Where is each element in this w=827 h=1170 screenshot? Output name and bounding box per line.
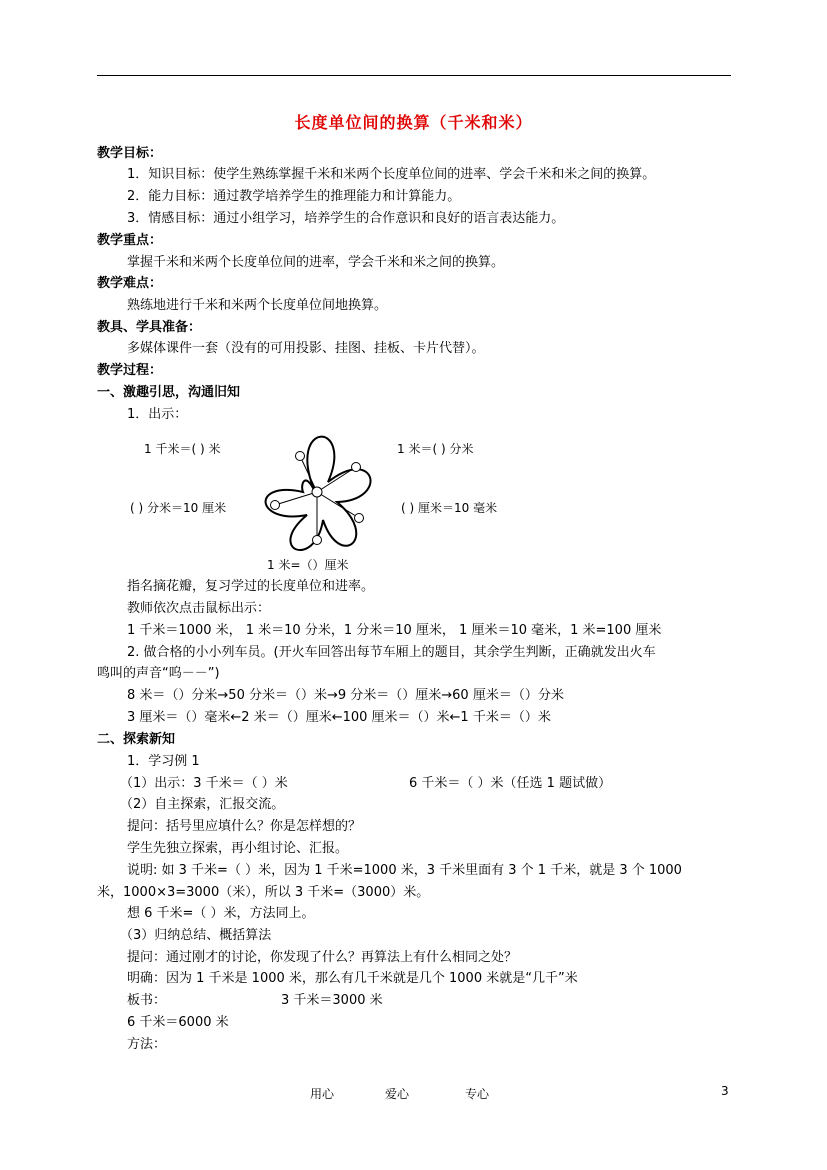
tools-heading: 教具、学具准备： <box>97 320 202 335</box>
flower-label-mid-right: ( ) 厘米＝10 毫米 <box>401 501 498 515</box>
flower-spoke-3 <box>275 492 317 505</box>
goal-item-2: 2．能力目标：通过教学培养学生的推理能力和计算能力。 <box>127 189 461 204</box>
footer-item: 用心 <box>310 1087 335 1101</box>
flower-label-bottom: 1 米=（）厘米 <box>267 558 349 572</box>
part1-line-4: 2. 做合格的小小列车员。(开火车回答出每节车厢上的题目，其余学生判断，正确就发出火车 <box>127 645 656 660</box>
part1-line-6: 8 米＝（）分米→50 分米＝（）米→9 分米＝（）厘米→60 厘米＝（）分米 <box>127 688 564 703</box>
page-title: 长度单位间的换算（千米和米） <box>294 113 533 132</box>
flower-petal-dot-4 <box>355 514 364 523</box>
goal-item-1: 1．知识目标：使学生熟练掌握千米和米两个长度单位间的进率、学会千米和米之间的换算。 <box>127 167 656 182</box>
flower-petal-dot-3 <box>271 501 280 510</box>
flower-spoke-4 <box>317 492 359 518</box>
flower-center-dot <box>312 487 322 497</box>
flower-petal-dot-2 <box>352 463 361 472</box>
part1-line-1: 指名摘花瓣，复习学过的长度单位和进率。 <box>127 579 375 594</box>
goals-heading: 教学目标： <box>97 146 163 161</box>
part2-line: 米，1000×3=3000（米），所以 3 千米=（3000）米。 <box>97 885 430 900</box>
part1-line-2: 教师依次点击鼠标出示： <box>127 601 271 616</box>
part2-line: 提问：括号里应填什么？你是怎样想的？ <box>127 819 362 834</box>
part2-line: 学生先独立探索，再小组讨论、汇报。 <box>127 841 349 856</box>
header-rule <box>97 75 731 76</box>
part2-line: （1）出示：3 千米＝（ ）米 <box>120 776 288 791</box>
tools-text: 多媒体课件一套（没有的可用投影、挂图、挂板、卡片代替）。 <box>127 341 485 356</box>
part2-line: （3）归纳总结、概括算法 <box>120 928 272 943</box>
part2-line: 6 千米＝6000 米 <box>127 1015 229 1030</box>
footer-item: 爱心 <box>385 1087 410 1101</box>
part1-line-7: 3 厘米＝（）毫米←2 米＝（）厘米←100 厘米＝（）米←1 千米＝（）米 <box>127 710 551 725</box>
flower-petal-dot-1 <box>296 452 305 461</box>
part1-heading: 一、激趣引思，沟通旧知 <box>97 385 241 400</box>
flower-label-mid-left: ( ) 分米＝10 厘米 <box>130 501 227 515</box>
part2-line: 3 千米＝3000 米 <box>281 993 383 1008</box>
difficulty-text: 熟练地进行千米和米两个长度单位间地换算。 <box>127 298 388 313</box>
part1-line-5: 鸣叫的声音“呜－－”) <box>97 666 220 681</box>
part1-line-3: 1 千米＝1000 米， 1 米＝10 分米，1 分米＝10 厘米， 1 厘米＝10 毫米，1 米=100 厘米 <box>127 623 662 638</box>
part1-show: 1．出示： <box>127 407 188 422</box>
key-heading: 教学重点： <box>97 233 163 248</box>
part2-line: 明确：因为 1 千米是 1000 米，那么有几千米就是几个 1000 米就是“几千”米 <box>127 971 578 986</box>
flower-label-top-left: 1 千米＝( ) 米 <box>144 442 221 456</box>
part2-line: （2）自主探索，汇报交流。 <box>120 797 285 812</box>
part2-line: 板书： <box>127 993 167 1008</box>
flower-label-top-right: 1 米＝( ) 分米 <box>397 442 474 456</box>
part2-heading: 二、探索新知 <box>97 732 176 747</box>
page-number: 3 <box>721 1084 729 1098</box>
part2-line: 想 6 千米=（ ）米，方法同上。 <box>127 906 315 921</box>
part2-line: 说明: 如 3 千米=（ ）米，因为 1 千米=1000 米，3 千米里面有 3 个 1 千米，就是 3 个 1000 <box>127 863 682 878</box>
part2-line: 方法： <box>127 1037 167 1052</box>
footer-item: 专心 <box>465 1087 490 1101</box>
part2-line: 提问：通过刚才的讨论，你发现了什么？再算法上有什么相同之处？ <box>127 950 518 965</box>
process-heading: 教学过程： <box>97 363 163 378</box>
difficulty-heading: 教学难点： <box>97 276 163 291</box>
part2-line: 1．学习例 1 <box>127 754 200 769</box>
flower-petal-dot-5 <box>313 536 322 545</box>
flower-diagram <box>245 430 385 560</box>
part2-line: 6 千米＝（ ）米（任选 1 题试做） <box>409 776 612 791</box>
goal-item-3: 3．情感目标：通过小组学习，培养学生的合作意识和良好的语言表达能力。 <box>127 211 565 226</box>
flower-spoke-2 <box>317 467 356 492</box>
key-text: 掌握千米和米两个长度单位间的进率，学会千米和米之间的换算。 <box>127 255 505 270</box>
